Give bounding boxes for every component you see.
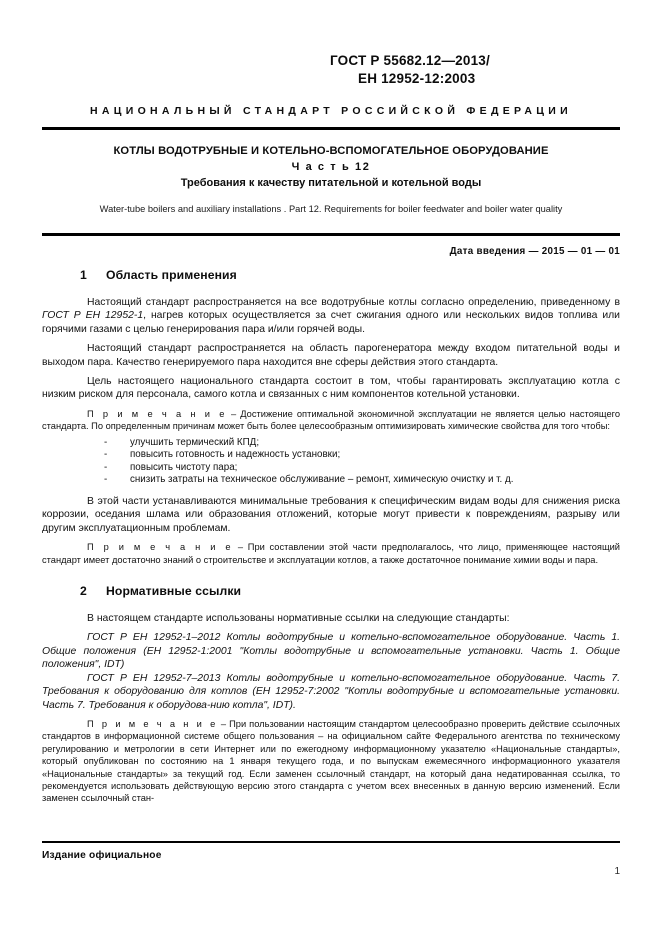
list-item-label: улучшить термический КПД; [130, 436, 260, 448]
list-item-label: снизить затраты на техническое обслуживание – ремонт, химическую очистку и т. д. [130, 474, 514, 486]
page-title: КОТЛЫ ВОДОТРУБНЫЕ И КОТЕЛЬНО-ВСПОМОГАТЕЛЬНОЕ ОБОРУДОВАНИЕ [113, 145, 549, 157]
note-label: П р и м е ч а н и е [87, 718, 218, 729]
section-heading-1 [42, 268, 620, 282]
section1-paragraph-1 [42, 296, 620, 336]
s1p1-text-b: , нагрев которых осуществляется за счет сжигания одного или нескольких видов топлива или горячими газами с целью генерирования пара и/или горячей воды. [42, 310, 620, 335]
page-number: 1 [614, 866, 620, 877]
title-english: Water-tube boilers and auxiliary installations . Part 12. Requirements for boiler feedwater and boiler water quality [99, 204, 563, 214]
list-item-label: повысить готовность и надежность установки; [130, 449, 341, 461]
section-title-2: Нормативные ссылки [106, 584, 242, 599]
footer-divider-rule [42, 841, 620, 843]
official-edition-label: Издание официальное [42, 850, 162, 861]
list-item [42, 474, 620, 487]
document-content [42, 268, 620, 805]
list-dash: - [104, 449, 108, 461]
list-item [42, 437, 620, 450]
section-heading-2 [42, 584, 620, 598]
title-divider-rule [42, 233, 620, 236]
note-label: П р и м е ч а н и е [87, 542, 234, 553]
s1p1-text-a: Настоящий стандарт распространяется на все водотрубные котлы согласно определению, приведенному в [87, 297, 620, 308]
document-number [330, 52, 620, 88]
section1-note-1 [42, 408, 620, 433]
section-number-2: 2 [80, 584, 87, 599]
list-dash: - [104, 474, 108, 486]
section-number-1: 1 [80, 268, 87, 282]
list-item [42, 462, 620, 475]
note-text: – Достижение оптимальной экономичной эксплуатации не является целью настоящего стандарта. По определенным причинам может быть более целесообразным оптимизировать химические свойства для того чтобы: [42, 408, 620, 432]
document-number-line1: ГОСТ Р 55682.12—2013/ [330, 53, 490, 68]
note-label: П р и м е ч а н и е [87, 408, 227, 419]
header-divider-rule [42, 127, 620, 130]
section1-benefits-list [42, 437, 620, 487]
title-part-label: Ч а с т ь 12 [291, 161, 371, 173]
note-text: – При пользовании настоящим стандартом целесообразно проверить действие ссылочных стандартов в информационной системе общего пользования – на официальном сайте Федерального агентства по техническому регулированию и метрологии в сети Интернет или по ежегодному информационному указателю «Национальные стандарты», который опубликован по состоянию на 1 января текущего года, и по выпускам ежемесячного информационного указателя «Национальные стандарты» за текущий год. Если заменен ссылочный стандарт, на который дана недатированная ссылка, то рекомендуется использовать действующую версию этого стандарта с учетом всех внесенных в данную версию изменений. Если заменен ссылочный стан- [42, 718, 620, 804]
note-text: – При составлении этой части предполагалось, что лицо, применяющее настоящий стандарт имеет достаточно знаний о строительстве и эксплуатации котлов, а также достаточное понимание химии воды и пара. [42, 542, 620, 565]
list-item [42, 449, 620, 462]
list-item-label: повысить чистоту пара; [130, 461, 238, 473]
national-standard-banner: НАЦИОНАЛЬНЫЙ СТАНДАРТ РОССИЙСКОЙ ФЕДЕРАЦИИ [90, 105, 572, 117]
section1-note-2 [42, 541, 620, 566]
section-title-1: Область применения [106, 268, 237, 282]
section2-note [42, 718, 620, 805]
section1-paragraph-3: Цель настоящего национального стандарта состоит в том, чтобы гарантировать эксплуатацию котла с низким риском для персонала, самого котла и связанных с ним компонентов котельной установки. [42, 376, 620, 401]
title-subtitle: Требования к качеству питательной и котельной воды [180, 177, 482, 189]
normative-reference-2: ГОСТ Р ЕН 12952-7–2013 Котлы водотрубные и котельно-вспомогательное оборудование. Часть 7. Требования к оборудованию для котлов (ЕН 12952-7:2002 "Котлы водотрубные и вспомогательные установки. Часть 7. Требования к оборудова-нию котла", IDT). [42, 672, 620, 711]
introduction-date: Дата введения — 2015 — 01 — 01 [449, 246, 620, 257]
s1p1-standard-reference: ГОСТ Р ЕН 12952-1 [42, 310, 144, 322]
list-dash: - [104, 461, 108, 473]
normative-reference-1: ГОСТ Р ЕН 12952-1–2012 Котлы водотрубные и котельно-вспомогательное оборудование. Часть 1. Общие положения (ЕН 12952-1:2001 "Котлы водотрубные и вспомогательные установки. Часть 1. Общие положения", IDT) [42, 632, 620, 671]
list-dash: - [104, 436, 108, 448]
section1-paragraph-4: В этой части устанавливаются минимальные требования к специфическим видам воды для снижения риска коррозии, оседания шлама или образования отложений, которые могут привести к повреждениям, разрыву или другим эксплуатационным проблемам. [42, 496, 620, 534]
document-number-line2: ЕН 12952-12:2003 [358, 71, 476, 86]
section2-intro: В настоящем стандарте использованы нормативные ссылки на следующие стандарты: [87, 613, 510, 625]
section1-paragraph-2: Настоящий стандарт распространяется на область парогенератора между входом питательной воды и выходом пара. Качество генерируемого пара находится вне сферы действия этого стандарта. [42, 343, 620, 368]
